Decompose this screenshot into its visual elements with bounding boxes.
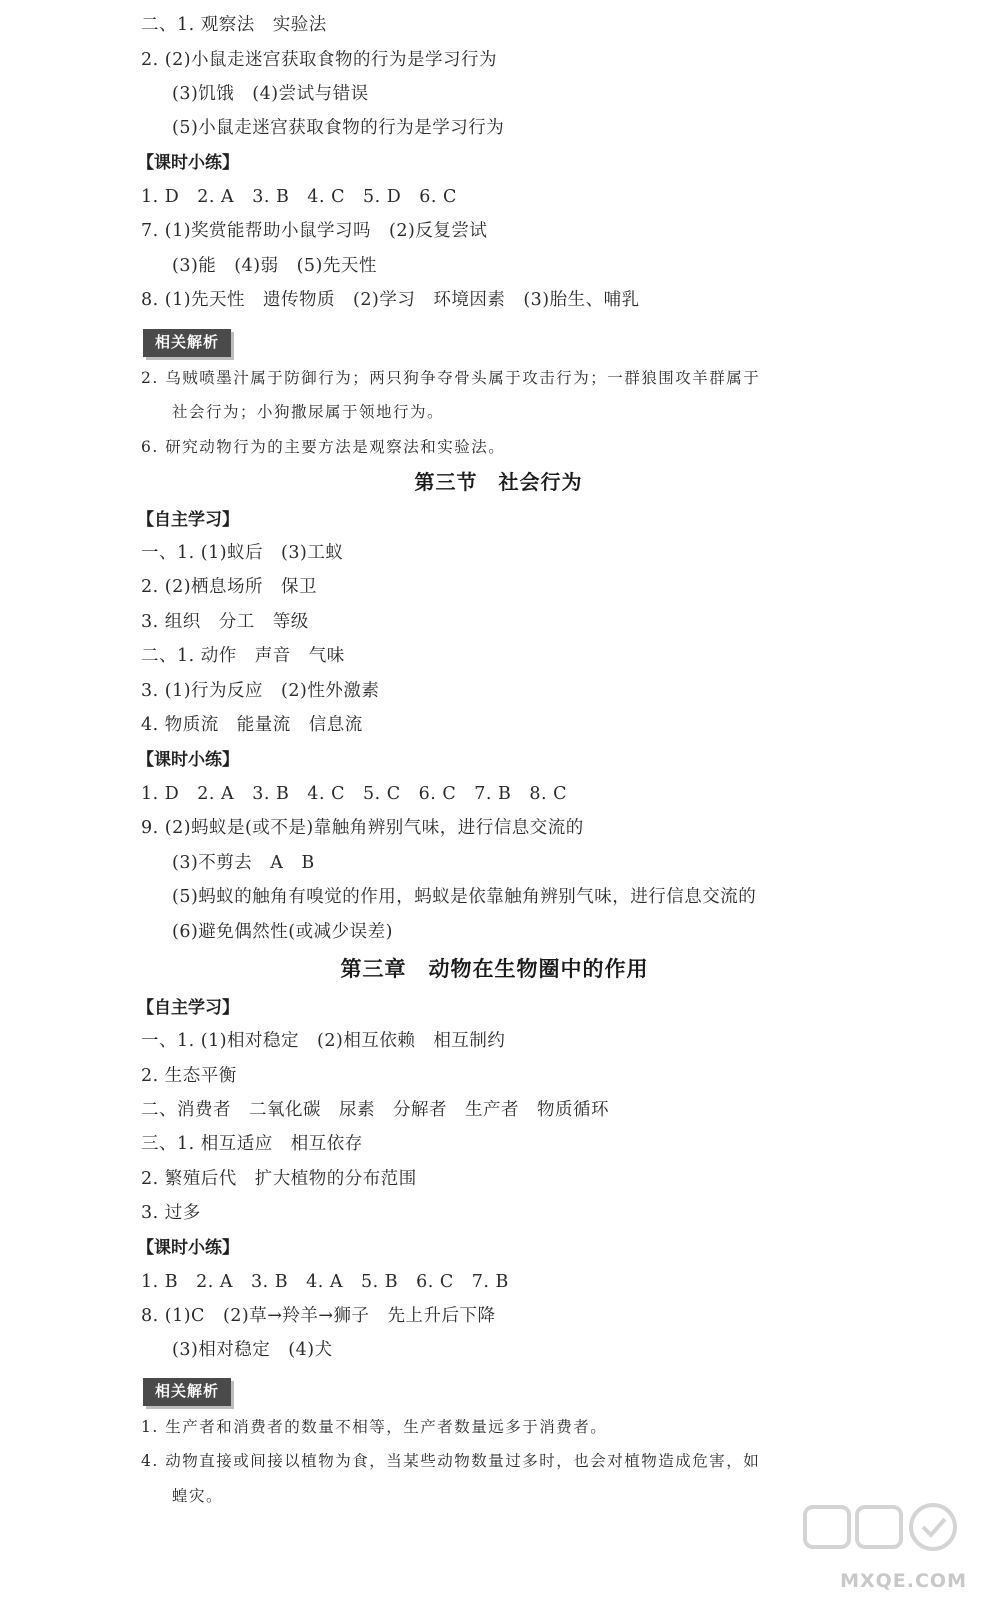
analysis-line: 1. 生产者和消费者的数量不相等，生产者数量远多于消费者。 [141, 1418, 608, 1436]
section-header-self-study: 【自主学习】 [137, 998, 239, 1018]
answer-line: 1. D 2. A 3. B 4. C 5. D 6. C [141, 187, 457, 207]
answer-line: 2. (2)小鼠走迷宫获取食物的行为是学习行为 [141, 50, 498, 70]
answer-line: 4. 物质流 能量流 信息流 [141, 715, 363, 735]
answer-line: 3. 过多 [141, 1203, 201, 1223]
section-header-self-study: 【自主学习】 [137, 510, 239, 530]
answer-line: 2. 繁殖后代 扩大植物的分布范围 [141, 1169, 417, 1189]
answer-line: 二、1. 动作 声音 气味 [141, 646, 345, 666]
answer-line: 3. 组织 分工 等级 [141, 612, 309, 632]
answer-line: (5)小鼠走迷宫获取食物的行为是学习行为 [172, 118, 505, 138]
section-header-practice: 【课时小练】 [137, 153, 239, 173]
analysis-tag: 相关解析 [143, 1378, 231, 1406]
chapter-title: 第三章 动物在生物圈中的作用 [340, 957, 649, 981]
watermark-emblem-icon [799, 1493, 969, 1563]
answer-line: 2. 生态平衡 [141, 1066, 237, 1086]
answer-line: 一、1. (1)相对稳定 (2)相互依赖 相互制约 [141, 1031, 506, 1051]
answer-line: 8. (1)C (2)草→羚羊→狮子 先上升后下降 [141, 1306, 496, 1326]
answer-line: (3)饥饿 (4)尝试与错误 [172, 84, 369, 104]
section-header-practice: 【课时小练】 [137, 750, 239, 770]
answer-line: 二、1. 观察法 实验法 [141, 15, 327, 35]
answer-line: 2. (2)栖息场所 保卫 [141, 577, 318, 597]
answer-line: 1. D 2. A 3. B 4. C 5. C 6. C 7. B 8. C [141, 784, 568, 804]
answer-line: (5)蚂蚁的触角有嗅觉的作用，蚂蚁是依靠触角辨别气味，进行信息交流的 [172, 887, 757, 907]
answer-line: 3. (1)行为反应 (2)性外激素 [141, 681, 380, 701]
answer-line: (3)相对稳定 (4)犬 [172, 1340, 333, 1360]
analysis-line: 2. 乌贼喷墨汁属于防御行为；两只狗争夺骨头属于攻击行为；一群狼围攻羊群属于 [141, 369, 761, 387]
answer-line: 8. (1)先天性 遗传物质 (2)学习 环境因素 (3)胎生、哺乳 [141, 290, 640, 310]
analysis-line: 4. 动物直接或间接以植物为食，当某些动物数量过多时，也会对植物造成危害，如 [141, 1452, 761, 1470]
analysis-tag: 相关解析 [143, 329, 231, 357]
answer-line: (3)不剪去 A B [172, 853, 315, 873]
answer-line: 1. B 2. A 3. B 4. A 5. B 6. C 7. B [141, 1272, 509, 1292]
answer-line: (6)避免偶然性(或减少误差) [172, 922, 393, 942]
answer-line: 三、1. 相互适应 相互依存 [141, 1134, 363, 1154]
analysis-line: 6. 研究动物行为的主要方法是观察法和实验法。 [141, 438, 506, 456]
answer-line: 7. (1)奖赏能帮助小鼠学习吗 (2)反复尝试 [141, 221, 488, 241]
analysis-line: 社会行为；小狗撒尿属于领地行为。 [172, 403, 445, 421]
analysis-line: 蝗灾。 [172, 1487, 224, 1505]
answer-line: 二、消费者 二氧化碳 尿素 分解者 生产者 物质循环 [141, 1100, 609, 1120]
section-header-practice: 【课时小练】 [137, 1238, 239, 1258]
watermark-text: MXQE.COM [840, 1570, 967, 1592]
answer-line: (3)能 (4)弱 (5)先天性 [172, 256, 377, 276]
answer-line: 一、1. (1)蚁后 (3)工蚁 [141, 543, 344, 563]
section-title: 第三节 社会行为 [414, 470, 583, 494]
answer-line: 9. (2)蚂蚁是(或不是)靠触角辨别气味，进行信息交流的 [141, 818, 584, 838]
